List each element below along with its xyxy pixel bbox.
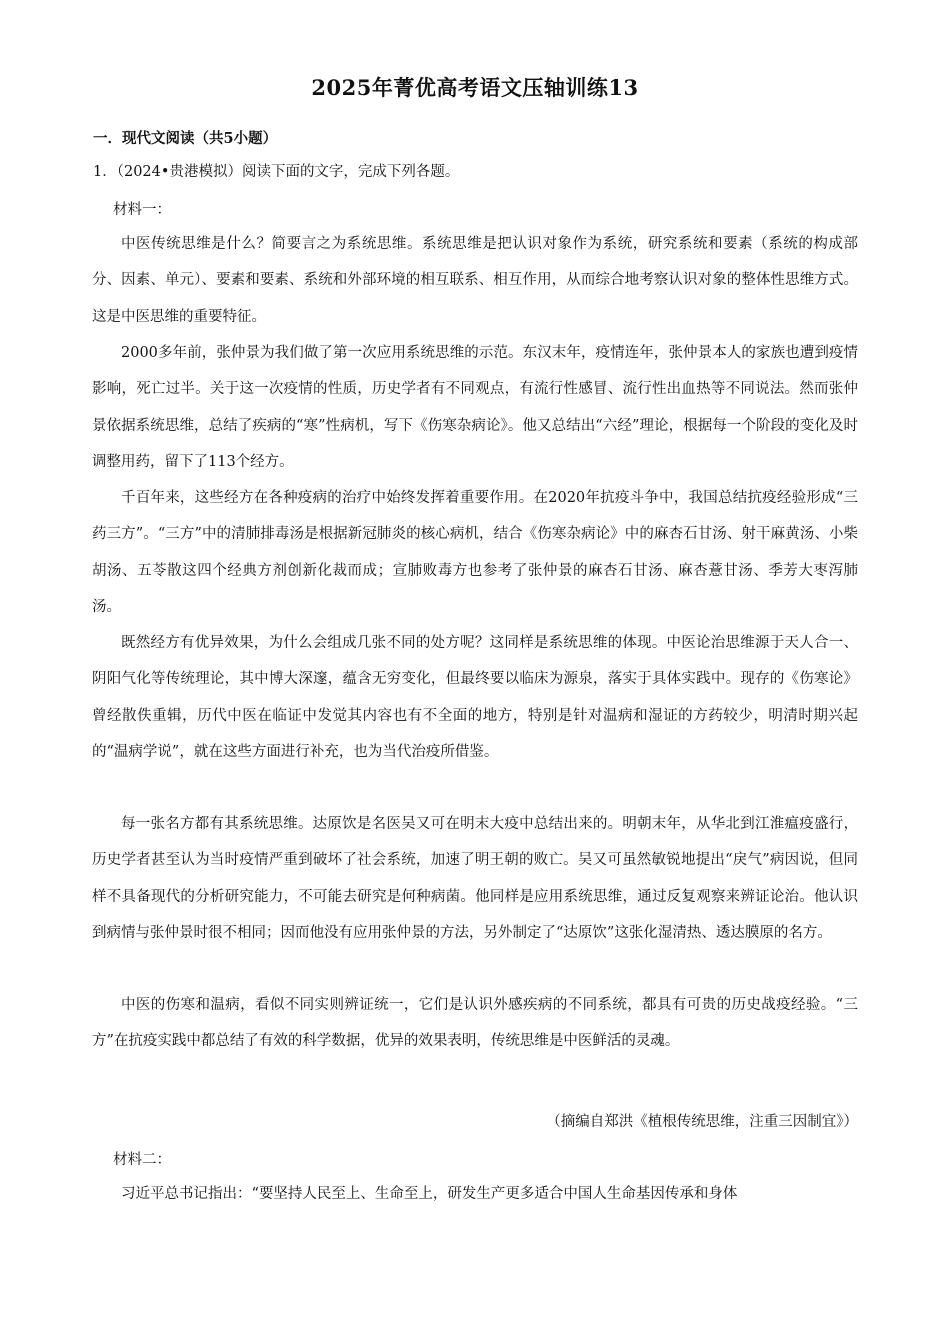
material-1-paragraph: 2000多年前，张仲景为我们做了第一次应用系统思维的示范。东汉末年，疫情连年，张仲景本人的家族也遭到疫情影响，死亡过半。关于这一次疫情的性质，历史学者有不同观点，有流行性感冒、流行性出血热等不同说法。然而张仲景依据系统思维，总结了疾病的“寒”性病机，写下《伤寒杂病论》。他又总结出“六经”理论，根据每一个阶段的变化及时调整用药，留下了113个经方。 xyxy=(92,345,858,470)
material-1-paragraph: 中医传统思维是什么？简要言之为系统思维。系统思维是把认识对象作为系统，研究系统和要素（系统的构成部分、因素、单元）、要素和要素、系统和外部环境的相互联系、相互作用，从而综合地考察认识对象的整体性思维方式。这是中医思维的重要特征。 xyxy=(92,236,858,325)
material-1-paragraph: 既然经方有优异效果，为什么会组成几张不同的处方呢？这同样是系统思维的体现。中医论治思维源于天人合一、阴阳气化等传统理论，其中博大深邃，蕴含无穷变化，但最终要以临床为源泉，落实于具体实践中。现存的《伤寒论》曾经散佚重辑，历代中医在临证中发觉其内容也有不全面的地方，特别是针对温病和湿证的方药较少，明清时期兴起的“温病学说”，就在这些方面进行补充，也为当代治疫所借鉴。 xyxy=(92,635,858,760)
material-1-label: 材料一： xyxy=(113,202,171,218)
question-text: （2024•贵港模拟）阅读下面的文字，完成下列各题。 xyxy=(116,164,460,180)
material-1-paragraph: 每一张名方都有其系统思维。达原饮是名医吴又可在明末大疫中总结出来的。明朝末年，从华北到江淮瘟疫盛行，历史学者甚至认为当时疫情严重到破坏了社会系统，加速了明王朝的败亡。吴又可虽然敏锐地提出“戾气”病因说，但同样不具备现代的分析研究能力，不可能去研究是何种病菌。他同样是应用系统思维，通过反复观察来辨证论治。他认识到病情与张仲景时很不相同；因而他没有应用张仲景的方法，另外制定了“达原饮”这张化湿清热、透达膜原的名方。 xyxy=(92,816,858,941)
material-1-paragraph: 千百年来，这些经方在各种疫病的治疗中始终发挥着重要作用。在2020年抗疫斗争中，我国总结抗疫经验形成“三药三方”。“三方”中的清肺排毒汤是根据新冠肺炎的核心病机，结合《伤寒杂病论》中的麻杏石甘汤、射干麻黄汤、小柴胡汤、五苓散这四个经典方剂创新化裁而成；宣肺败毒方也参考了张仲景的麻杏石甘汤、麻杏薏甘汤、季芳大枣泻肺汤。 xyxy=(92,490,858,615)
section-heading: 一．现代文阅读（共5小题） xyxy=(93,130,278,147)
page-title: 2025年菁优高考语文压轴训练13 xyxy=(311,75,639,100)
question-line xyxy=(93,160,459,181)
material-2-label: 材料二： xyxy=(113,1152,171,1168)
material-1-source: （摘编自郑洪《植根传统思维，注重三因制宜》） xyxy=(546,1114,858,1130)
material-1-paragraph: 中医的伤寒和温病，看似不同实则辨证统一，它们是认识外感疾病的不同系统，都具有可贵的历史战疫经验。“三方”在抗疫实践中都总结了有效的科学数据，优异的效果表明，传统思维是中医鲜活的灵魂。 xyxy=(92,997,858,1050)
question-number: 1． xyxy=(93,164,117,180)
material-2-paragraph: 习近平总书记指出：“要坚持人民至上、生命至上，研发生产更多适合中国人生命基因传承和身体 xyxy=(121,1186,738,1202)
